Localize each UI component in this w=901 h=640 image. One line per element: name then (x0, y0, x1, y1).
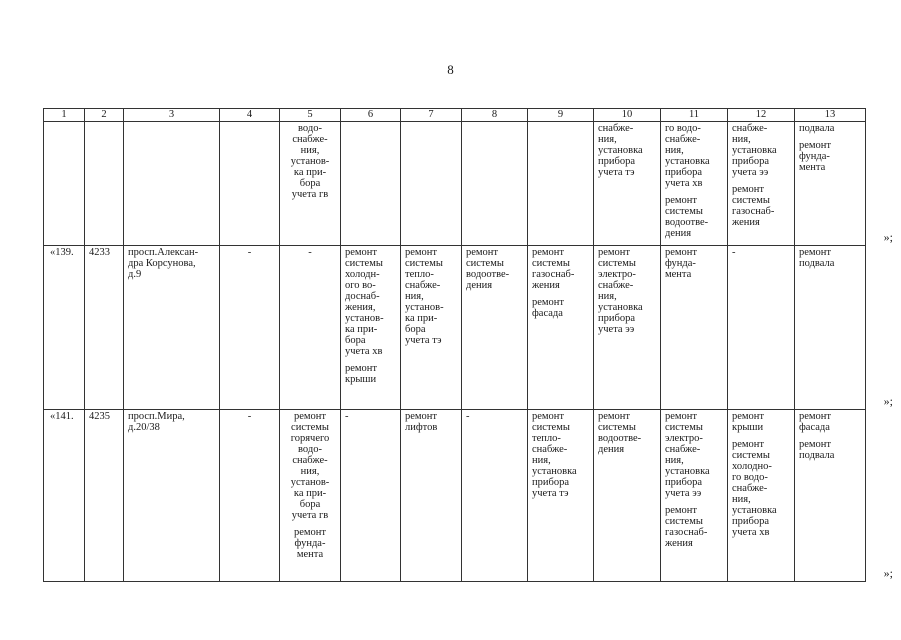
cell-col-2 (85, 246, 124, 410)
cell-text: ремонт системы холодн- ого во- доснаб- жения, установ- ка при- бора учета хв (345, 247, 384, 357)
row-end-quote: »; (883, 394, 893, 408)
table-row (44, 410, 866, 582)
cell-text: - (345, 411, 349, 422)
column-header-6: 6 (341, 109, 401, 122)
cell-col-3 (124, 122, 220, 246)
cell-col-9 (528, 122, 594, 246)
cell-col-7 (401, 246, 462, 410)
cell-text: ремонт системы водоотве- дения (598, 411, 642, 455)
cell-col-4 (220, 246, 280, 410)
row-end-quote: »; (883, 566, 893, 580)
cell-text: - (732, 247, 736, 258)
cell-text: просп.Мира, д.20/38 (128, 411, 185, 433)
cell-col-11 (661, 410, 728, 582)
cell-text: 4233 (89, 247, 110, 258)
cell-text: ремонт системы холодно- го водо- снабже- ния, установка прибора учета хв (732, 439, 777, 538)
cell-col-4 (220, 410, 280, 582)
cell-col-10 (594, 246, 661, 410)
cell-col-10 (594, 410, 661, 582)
cell-col-10 (594, 122, 661, 246)
cell-text: снабже- ния, установка прибора учета тэ (598, 123, 643, 178)
cell-col-9 (528, 246, 594, 410)
cell-text: ремонт лифтов (405, 411, 438, 433)
table-row (44, 246, 866, 410)
cell-text: ремонт системы тепло- снабже- ния, установка прибора учета тэ (532, 411, 577, 499)
column-header-9: 9 (528, 109, 594, 122)
cell-text: ремонт системы водоотве- дения (466, 247, 510, 291)
cell-text: ремонт фасада (532, 297, 565, 319)
cell-col-13 (795, 410, 866, 582)
page-number: 8 (447, 62, 454, 77)
cell-col-12 (728, 410, 795, 582)
cell-text: ремонт подвала (799, 247, 835, 269)
cell-text: ремонт крыши (345, 363, 378, 385)
cell-col-3 (124, 410, 220, 582)
column-header-10: 10 (594, 109, 661, 122)
cell-col-8 (462, 246, 528, 410)
cell-text: ремонт подвала (799, 439, 835, 461)
column-header-8: 8 (462, 109, 528, 122)
cell-col-4 (220, 122, 280, 246)
cell-text: ремонт системы электро- снабже- ния, установка прибора учета ээ (598, 247, 643, 335)
cell-col-13 (795, 122, 866, 246)
cell-text: - (308, 247, 312, 258)
cell-text: ремонт системы электро- снабже- ния, установка прибора учета ээ (665, 411, 710, 499)
cell-col-6 (341, 246, 401, 410)
column-header-3: 3 (124, 109, 220, 122)
cell-text: подвала (799, 123, 835, 134)
cell-text: ремонт фунда- мента (799, 140, 832, 173)
cell-text: ремонт системы водоотве- дения (665, 195, 709, 239)
cell-text: ремонт системы тепло- снабже- ния, установ- ка при- бора учета тэ (405, 247, 444, 346)
cell-text: ремонт системы газоснаб- жения (532, 247, 575, 291)
cell-col-13 (795, 246, 866, 410)
cell-text: водо- снабже- ния, установ- ка при- бора учета гв (290, 123, 330, 200)
cell-text: - (466, 411, 470, 422)
cell-text: ремонт фунда- мента (293, 527, 326, 560)
cell-text: 4235 (89, 411, 110, 422)
column-header-7: 7 (401, 109, 462, 122)
cell-text: ремонт крыши (732, 411, 765, 433)
cell-col-8 (462, 410, 528, 582)
cell-col-12 (728, 122, 795, 246)
column-header-5: 5 (280, 109, 341, 122)
column-header-2: 2 (85, 109, 124, 122)
cell-text: снабже- ния, установка прибора учета ээ (732, 123, 777, 178)
cell-text: - (247, 411, 252, 422)
cell-col-1 (44, 246, 85, 410)
cell-text: ремонт системы газоснаб- жения (732, 184, 775, 228)
column-number-row (44, 109, 866, 122)
cell-col-8 (462, 122, 528, 246)
cell-text: «141. (50, 411, 74, 422)
cell-col-7 (401, 122, 462, 246)
cell-col-5 (280, 122, 341, 246)
row-end-quote: »; (883, 230, 893, 244)
cell-col-11 (661, 246, 728, 410)
cell-col-2 (85, 410, 124, 582)
cell-col-9 (528, 410, 594, 582)
cell-col-3 (124, 246, 220, 410)
column-header-11: 11 (661, 109, 728, 122)
cell-text: ремонт фунда- мента (665, 247, 698, 280)
column-header-1: 1 (44, 109, 85, 122)
cell-text: ремонт системы газоснаб- жения (665, 505, 708, 549)
cell-text: просп.Алексан- дра Корсунова, д.9 (128, 247, 199, 280)
repair-schedule-table (43, 108, 866, 582)
cell-col-5 (280, 246, 341, 410)
table-row (44, 122, 866, 246)
column-header-4: 4 (220, 109, 280, 122)
cell-col-1 (44, 122, 85, 246)
cell-col-6 (341, 122, 401, 246)
cell-text: ремонт системы горячего водо- снабже- ния, установ- ка при- бора учета гв (290, 411, 330, 521)
cell-text: ремонт фасада (799, 411, 832, 433)
cell-text: го водо- снабже- ния, установка прибора учета хв (665, 123, 710, 189)
cell-col-7 (401, 410, 462, 582)
cell-col-6 (341, 410, 401, 582)
column-header-12: 12 (728, 109, 795, 122)
cell-text: - (247, 247, 252, 258)
cell-col-12 (728, 246, 795, 410)
cell-text: «139. (50, 247, 74, 258)
column-header-13: 13 (795, 109, 866, 122)
cell-col-1 (44, 410, 85, 582)
cell-col-11 (661, 122, 728, 246)
cell-col-2 (85, 122, 124, 246)
cell-col-5 (280, 410, 341, 582)
